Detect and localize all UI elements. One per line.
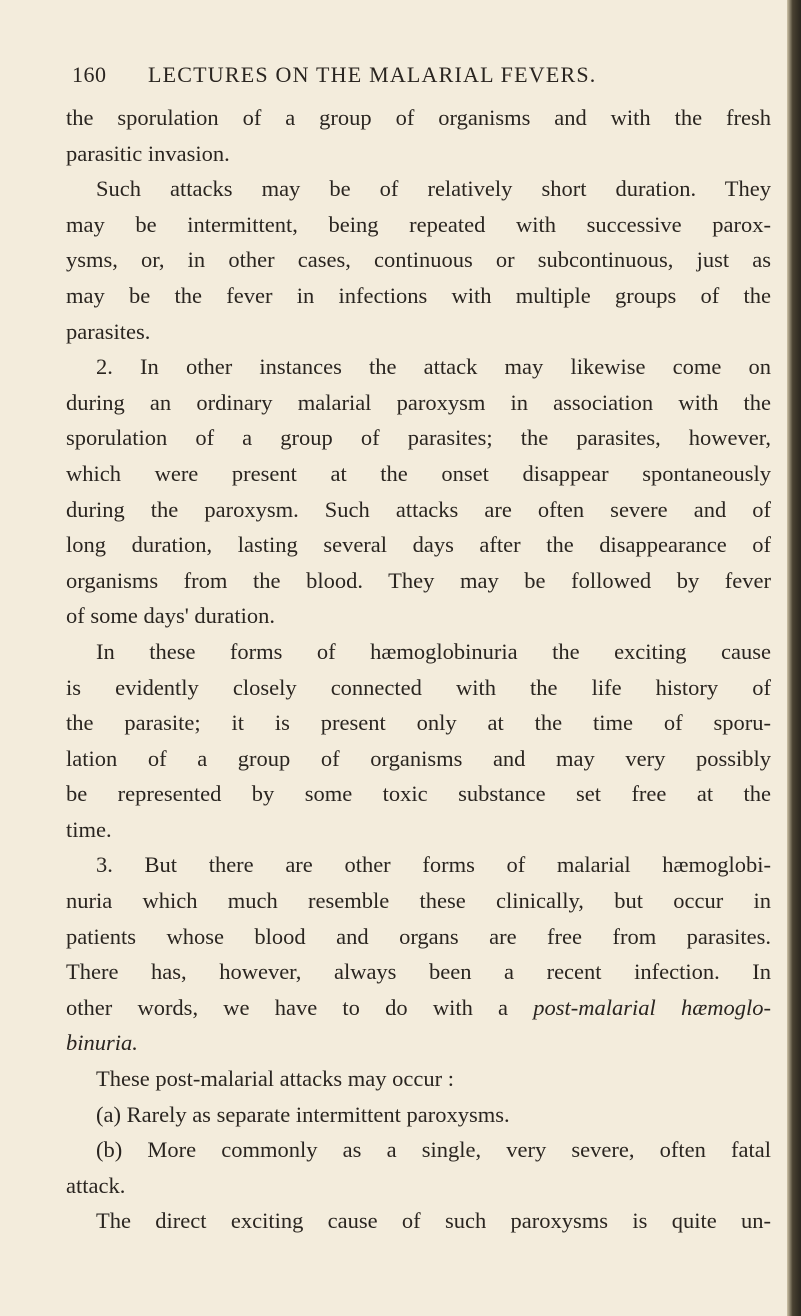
- running-title: LECTURES ON THE MALARIAL FEVERS.: [148, 62, 597, 87]
- text-line: the sporulation of a group of organisms and with the fresh: [66, 105, 771, 130]
- page-header: [72, 62, 772, 96]
- text-line: patients whose blood and organs are free from parasites.: [66, 923, 771, 949]
- text-line: may be the fever in infections with multiple groups of the: [66, 282, 771, 308]
- text-line: is evidently closely connected with the life history of: [66, 674, 771, 700]
- text-line: In these forms of hæmoglobinuria the exciting cause: [96, 638, 771, 664]
- text-line: long duration, lasting several days after the disappearance of: [66, 532, 771, 558]
- text-line: parasites.: [66, 318, 151, 344]
- text-line: lation of a group of organisms and may very possibly: [66, 745, 771, 771]
- text-line: may be intermittent, being repeated with successive parox-: [66, 211, 771, 237]
- italic-term: binuria.: [66, 1030, 138, 1056]
- text-line: be represented by some toxic substance set free at the: [66, 781, 771, 807]
- text-line: (b) More commonly as a single, very severe, often fatal: [96, 1137, 771, 1163]
- text-line: attack.: [66, 1172, 126, 1198]
- text-line: parasitic invasion.: [66, 140, 230, 166]
- text-line: [66, 1025, 771, 1061]
- text-line: which were present at the onset disappear spontaneously: [66, 460, 771, 486]
- text-line: The direct exciting cause of such paroxysms is quite un-: [96, 1208, 771, 1234]
- text-line: 3. But there are other forms of malarial hæmoglobi-: [96, 852, 771, 878]
- text-line: during the paroxysm. Such attacks are often severe and of: [66, 496, 771, 522]
- text-line: These post-malarial attacks may occur :: [96, 1066, 454, 1092]
- page-number: 160: [72, 62, 107, 87]
- text-line: 2. In other instances the attack may likewise come on: [96, 354, 771, 380]
- text-line: of some days' duration.: [66, 603, 276, 629]
- page-edge-shadow: [787, 0, 801, 1316]
- text-line: There has, however, always been a recent infection. In: [66, 959, 771, 985]
- text-line: sporulation of a group of parasites; the parasites, however,: [66, 425, 771, 451]
- text-line: ysms, or, in other cases, continuous or subcontinuous, just as: [66, 247, 771, 273]
- text-line: Such attacks may be of relatively short duration. They: [96, 176, 771, 202]
- text-line: during an ordinary malarial paroxysm in association with the: [66, 389, 771, 415]
- text-fragment: other words, we have to do with a: [66, 994, 509, 1020]
- body-text: [66, 100, 771, 1239]
- text-line: the parasite; it is present only at the time of sporu-: [66, 710, 771, 736]
- text-line: (a) Rarely as separate intermittent paroxysms.: [96, 1101, 510, 1127]
- text-line: nuria which much resemble these clinically, but occur in: [66, 888, 771, 914]
- italic-term: post-malarial hæmoglo-: [533, 994, 771, 1020]
- text-line: time.: [66, 816, 112, 842]
- text-line-with-italic: [66, 990, 771, 1026]
- text-line: organisms from the blood. They may be followed by fever: [66, 567, 771, 593]
